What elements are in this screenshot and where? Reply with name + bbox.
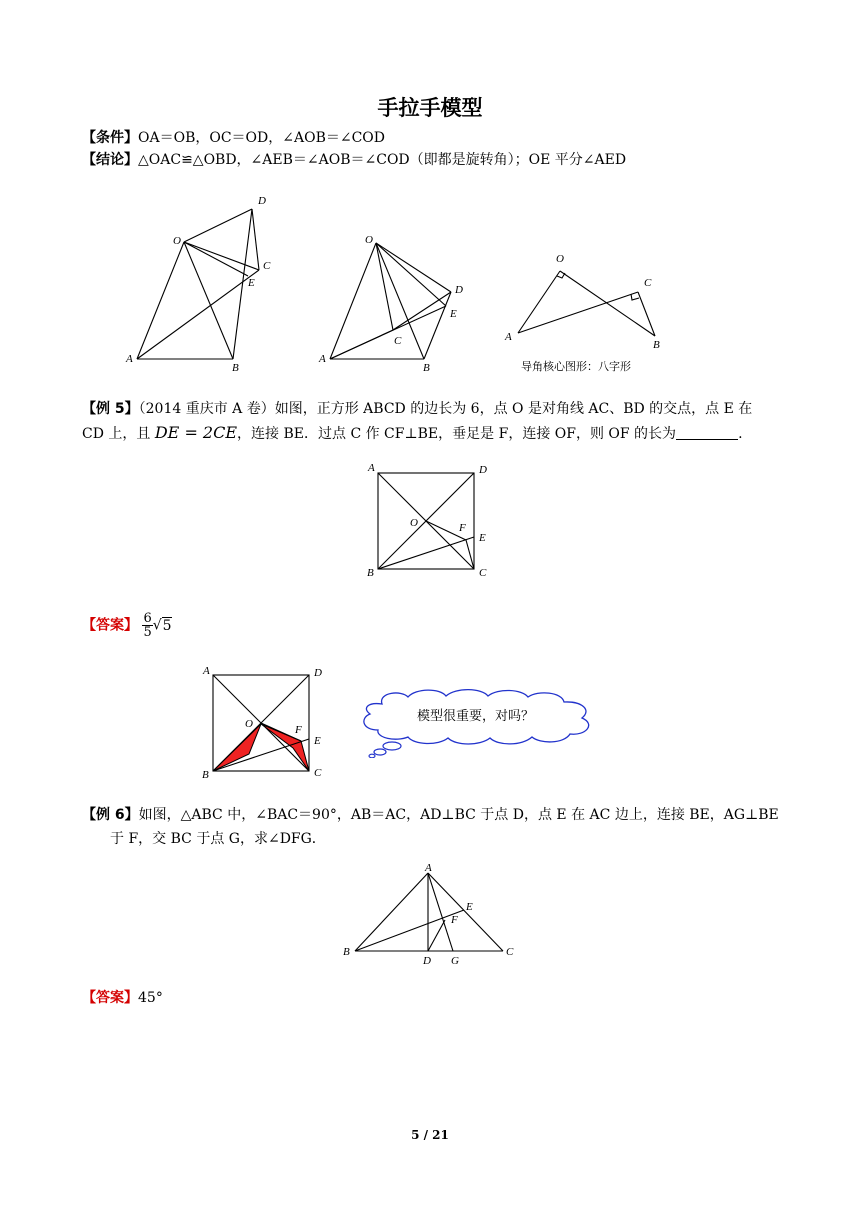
ex5b-label-f: F xyxy=(295,724,302,736)
ex5-label-e: E xyxy=(479,532,486,544)
fig3-label-c: C xyxy=(644,277,652,289)
example5-text2b: ，连接 BE．过点 C 作 CF⊥BE，垂足是 F，连接 OF，则 OF 的长为 xyxy=(237,426,677,442)
page-number: 5 / 21 xyxy=(411,1128,449,1142)
fig1-label-d: D xyxy=(258,195,266,207)
fig3-label-a: A xyxy=(505,331,512,343)
answer-denominator: 5 xyxy=(143,625,152,640)
answer-sqrt: √5 xyxy=(152,617,172,634)
ex6-label-f: F xyxy=(451,914,458,926)
fig1-label-a: A xyxy=(126,353,133,365)
conclusion-text: △OAC≌△OBD，∠AEB＝∠AOB＝∠COD（即都是旋转角）；OE 平分∠AED xyxy=(138,152,627,168)
fig2-label-e: E xyxy=(450,308,457,320)
fig2-label-c: C xyxy=(394,335,402,347)
conclusion-tag: 【结论】 xyxy=(82,152,138,168)
fig2-label-b: B xyxy=(423,362,430,374)
ex6-label-a: A xyxy=(425,862,432,874)
fig2-label-d: D xyxy=(455,284,463,296)
example6-answer-tag: 【答案】 xyxy=(82,990,138,1006)
ex5-label-b: B xyxy=(367,567,374,579)
ex5b-label-d: D xyxy=(314,667,322,679)
example6-tag: 【例 6】 xyxy=(82,807,139,823)
cloud-text: 模型很重要，对吗？ xyxy=(417,709,535,724)
fig3-caption: 导角核心图形：八字形 xyxy=(521,360,631,373)
example6-text1: 如图，△ABC 中，∠BAC＝90°，AB＝AC，AD⊥BC 于点 D，点 E 在 AC 边上，连接 BE，AG⊥BE xyxy=(138,807,779,823)
answer-fraction xyxy=(142,612,152,639)
example6-text2: 于 F，交 BC 于点 G，求∠DFG． xyxy=(110,831,326,847)
fig3-label-o: O xyxy=(556,253,564,265)
example5-text1: （2014 重庆市 A 卷）如图，正方形 ABCD 的边长为 6，点 O 是对角线 AC、BD 的交点，点 E 在 xyxy=(138,401,753,417)
example6-figure xyxy=(335,858,535,968)
answer-numerator: 6 xyxy=(143,611,152,626)
example5-answer-tag: 【答案】 xyxy=(82,617,138,634)
fig1-label-c: C xyxy=(263,260,271,272)
example5-text2a: CD 上，且 xyxy=(82,426,151,442)
example6-line2 xyxy=(110,829,326,849)
fig1-label-e: E xyxy=(248,277,255,289)
example5-line2 xyxy=(82,423,743,444)
ex6-label-b: B xyxy=(343,946,350,958)
ex5-label-d: D xyxy=(479,464,487,476)
ex6-label-c: C xyxy=(506,946,514,958)
answer-blank xyxy=(676,425,738,440)
answer-radicand: 5 xyxy=(162,617,172,634)
example5-formula: DE = 2CE xyxy=(154,423,238,442)
ex5-label-o: O xyxy=(410,517,418,529)
fig3-label-b: B xyxy=(653,339,660,351)
hand-in-hand-figures xyxy=(120,190,680,380)
condition-text: OA＝OB，OC＝OD，∠AOB＝∠COD xyxy=(138,130,385,146)
condition-tag: 【条件】 xyxy=(82,130,138,146)
ex6-label-e: E xyxy=(466,901,473,913)
fig1-label-b: B xyxy=(232,362,239,374)
example5-text2c: . xyxy=(738,426,743,442)
condition-line xyxy=(82,128,385,148)
ex5b-label-c: C xyxy=(314,767,322,779)
ex5b-label-a: A xyxy=(203,665,210,677)
example6-answer xyxy=(82,988,163,1008)
page-title: 手拉手模型 xyxy=(377,96,483,120)
figure-2-labels xyxy=(318,234,463,374)
example6-line1 xyxy=(82,805,779,825)
ex6-label-d: D xyxy=(423,955,431,967)
example6-answer-text: 45° xyxy=(138,990,163,1006)
example5-line1 xyxy=(82,399,752,419)
example5-figure-highlighted xyxy=(195,660,335,785)
conclusion-line xyxy=(82,150,626,170)
fig2-label-o: O xyxy=(365,234,373,246)
figure-2 xyxy=(330,243,451,359)
ex5-label-a: A xyxy=(368,462,375,474)
example5-answer xyxy=(82,612,172,639)
ex6-label-g: G xyxy=(451,955,459,967)
example5-figure xyxy=(360,455,500,585)
figure-1 xyxy=(137,209,259,359)
fig1-label-o: O xyxy=(173,235,181,247)
ex5b-label-o: O xyxy=(245,718,253,730)
figure-1-labels xyxy=(125,195,271,374)
ex5-label-f: F xyxy=(459,522,466,534)
ex5b-label-e: E xyxy=(314,735,321,747)
figure-3-labels xyxy=(504,253,660,351)
example5-tag: 【例 5】 xyxy=(82,401,139,417)
ex5b-label-b: B xyxy=(202,769,209,781)
figure-3 xyxy=(518,271,655,336)
fig2-label-a: A xyxy=(319,353,326,365)
ex5-label-c: C xyxy=(479,567,487,579)
thought-cloud xyxy=(360,688,600,758)
